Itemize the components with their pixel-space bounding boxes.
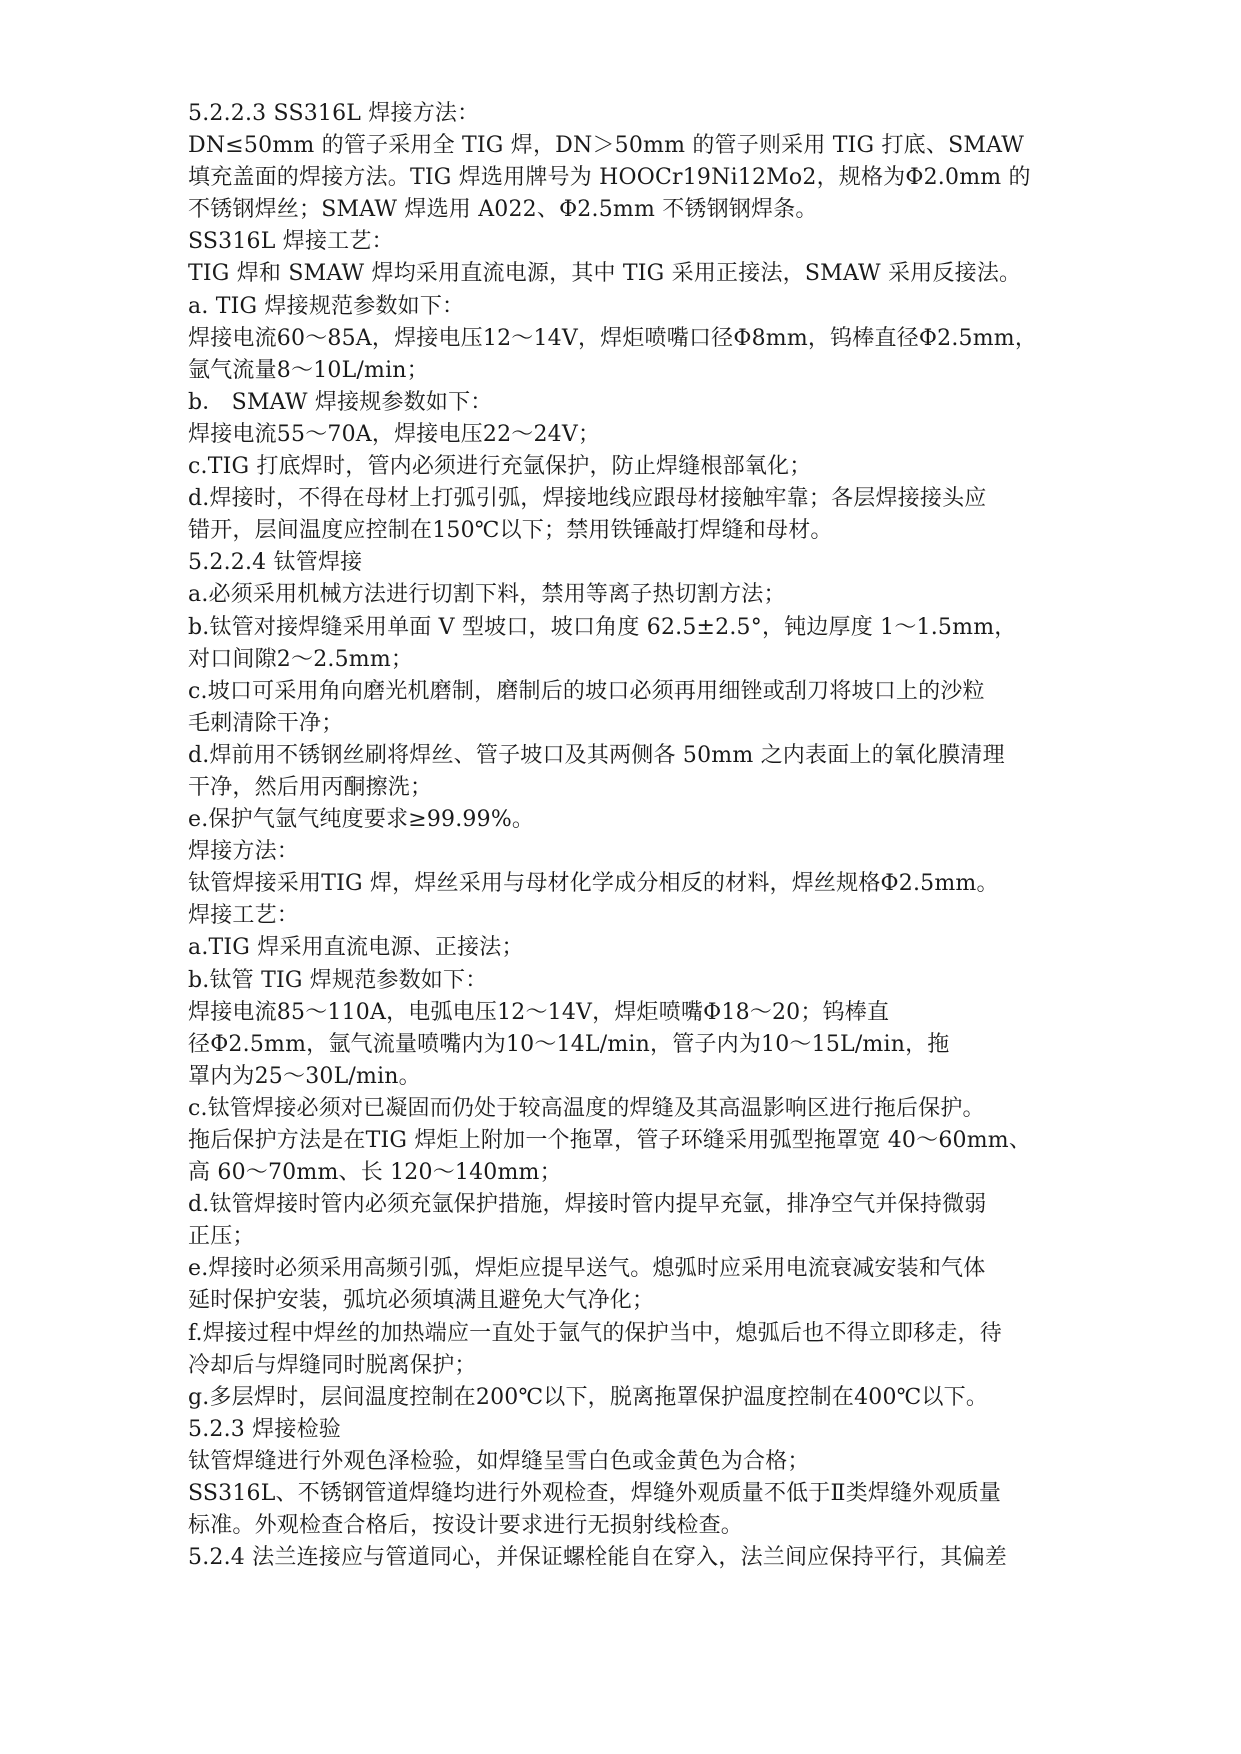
text-line: c.TIG 打底焊时，管内必须进行充氩保护，防止焊缝根部氧化； <box>188 454 812 480</box>
text-line: 填充盖面的焊接方法。TIG 焊选用牌号为 HOOCr19Ni12Mo2，规格为Φ2.0mm 的 <box>188 165 1031 191</box>
text-line: d.焊接时，不得在母材上打弧引弧，焊接地线应跟母材接触牢靠；各层焊接接头应 <box>188 486 987 512</box>
text-line: d.焊前用不锈钢丝刷将焊丝、管子坡口及其两侧各 50mm 之内表面上的氧化膜清理 <box>188 742 1005 768</box>
text-line: g.多层焊时，层间温度控制在200℃以下，脱离拖罩保护温度控制在400℃以下。 <box>188 1384 989 1410</box>
text-line: 焊接电流60～85A，焊接电压12～14V，焊炬喷嘴口径Φ8mm，钨棒直径Φ2.5mm， <box>188 325 1038 351</box>
text-line: a.必须采用机械方法进行切割下料，禁用等离子热切割方法； <box>188 582 786 608</box>
text-line: c.坡口可采用角向磨光机磨制，磨制后的坡口必须再用细锉或刮刀将坡口上的沙粒 <box>188 678 985 704</box>
text-line: 错开，层间温度应控制在150℃以下；禁用铁锤敲打焊缝和母材。 <box>188 518 833 544</box>
section-heading-weld-inspection: 5.2.3 焊接检验 <box>188 1416 341 1442</box>
text-line: 钛管焊缝进行外观色泽检验，如焊缝呈雪白色或金黄色为合格； <box>188 1448 810 1474</box>
text-line: 延时保护安装，弧坑必须填满且避免大气净化； <box>188 1288 655 1314</box>
text-line: 毛刺清除干净； <box>188 710 344 736</box>
section-heading-ss316l-method: 5.2.2.3 SS316L 焊接方法： <box>188 101 480 126</box>
text-line: 标准。外观检查合格后，按设计要求进行无损射线检查。 <box>188 1513 744 1539</box>
subheading-welding-method: 焊接方法： <box>188 839 300 865</box>
text-line: DN≤50mm 的管子采用全 TIG 焊，DN＞50mm 的管子则采用 TIG 打底、SMAW <box>188 133 1025 159</box>
text-line: b． SMAW 焊接规参数如下： <box>188 389 493 415</box>
subheading-welding-process: 焊接工艺： <box>188 903 300 929</box>
text-line: 钛管焊接采用TIG 焊，焊丝采用与母材化学成分相反的材料，焊丝规格Φ2.5mm。 <box>188 871 999 897</box>
text-line: e.焊接时必须采用高频引弧，焊炬应提早送气。熄弧时应采用电流衰减安装和气体 <box>188 1256 986 1282</box>
text-line: 对口间隙2～2.5mm； <box>188 646 414 672</box>
text-line: 冷却后与焊缝同时脱离保护； <box>188 1352 477 1378</box>
text-line: d.钛管焊接时管内必须充氩保护措施，焊接时管内提早充氩，排净空气并保持微弱 <box>188 1192 987 1218</box>
text-line: c.钛管焊接必须对已凝固而仍处于较高温度的焊缝及其高温影响区进行拖后保护。 <box>188 1095 985 1121</box>
text-line: 正压； <box>188 1224 255 1250</box>
text-line: e.保护气氩气纯度要求≥99.99%。 <box>188 807 535 833</box>
text-line: 不锈钢焊丝；SMAW 焊选用 A022、Φ2.5mm 不锈钢钢焊条。 <box>188 197 818 223</box>
text-line: 罩内为25～30L/min。 <box>188 1063 421 1089</box>
text-line: 高 60～70mm、长 120～140mm； <box>188 1160 562 1186</box>
text-line: 径Φ2.5mm，氩气流量喷嘴内为10～14L/min，管子内为10～15L/min，拖 <box>188 1031 950 1057</box>
document-body <box>188 98 1068 1574</box>
text-line: b.钛管对接焊缝采用单面 V 型坡口，坡口角度 62.5±2.5°，钝边厚度 1～1.5mm， <box>188 614 1017 640</box>
text-line: a. TIG 焊接规范参数如下： <box>188 293 465 319</box>
text-line: 氩气流量8～10L/min； <box>188 357 429 383</box>
subheading-ss316l-process: SS316L 焊接工艺： <box>188 229 394 255</box>
text-line: 焊接电流85～110A，电弧电压12～14V，焊炬喷嘴Φ18～20；钨棒直 <box>188 999 890 1025</box>
text-line: f.焊接过程中焊丝的加热端应一直处于氩气的保护当中，熄弧后也不得立即移走，待 <box>188 1320 1002 1346</box>
text-line: TIG 焊和 SMAW 焊均采用直流电源，其中 TIG 采用正接法，SMAW 采用反接法。 <box>188 261 1022 287</box>
text-line: 拖后保护方法是在TIG 焊炬上附加一个拖罩，管子环缝采用弧型拖罩宽 40～60mm、 <box>188 1128 1032 1153</box>
text-line: SS316L、不锈钢管道焊缝均进行外观检查，焊缝外观质量不低于Ⅱ类焊缝外观质量 <box>188 1481 1002 1507</box>
text-line: 干净，然后用丙酮擦洗； <box>188 774 433 800</box>
text-line: a.TIG 焊采用直流电源、正接法； <box>188 935 524 961</box>
section-heading-titanium-welding: 5.2.2.4 钛管焊接 <box>188 550 363 576</box>
text-line: 焊接电流55～70A，焊接电压22～24V； <box>188 421 601 447</box>
text-line: b.钛管 TIG 焊规范参数如下： <box>188 967 488 993</box>
section-heading-flange-connection: 5.2.4 法兰连接应与管道同心，并保证螺栓能自在穿入，法兰间应保持平行，其偏差 <box>188 1545 1007 1571</box>
